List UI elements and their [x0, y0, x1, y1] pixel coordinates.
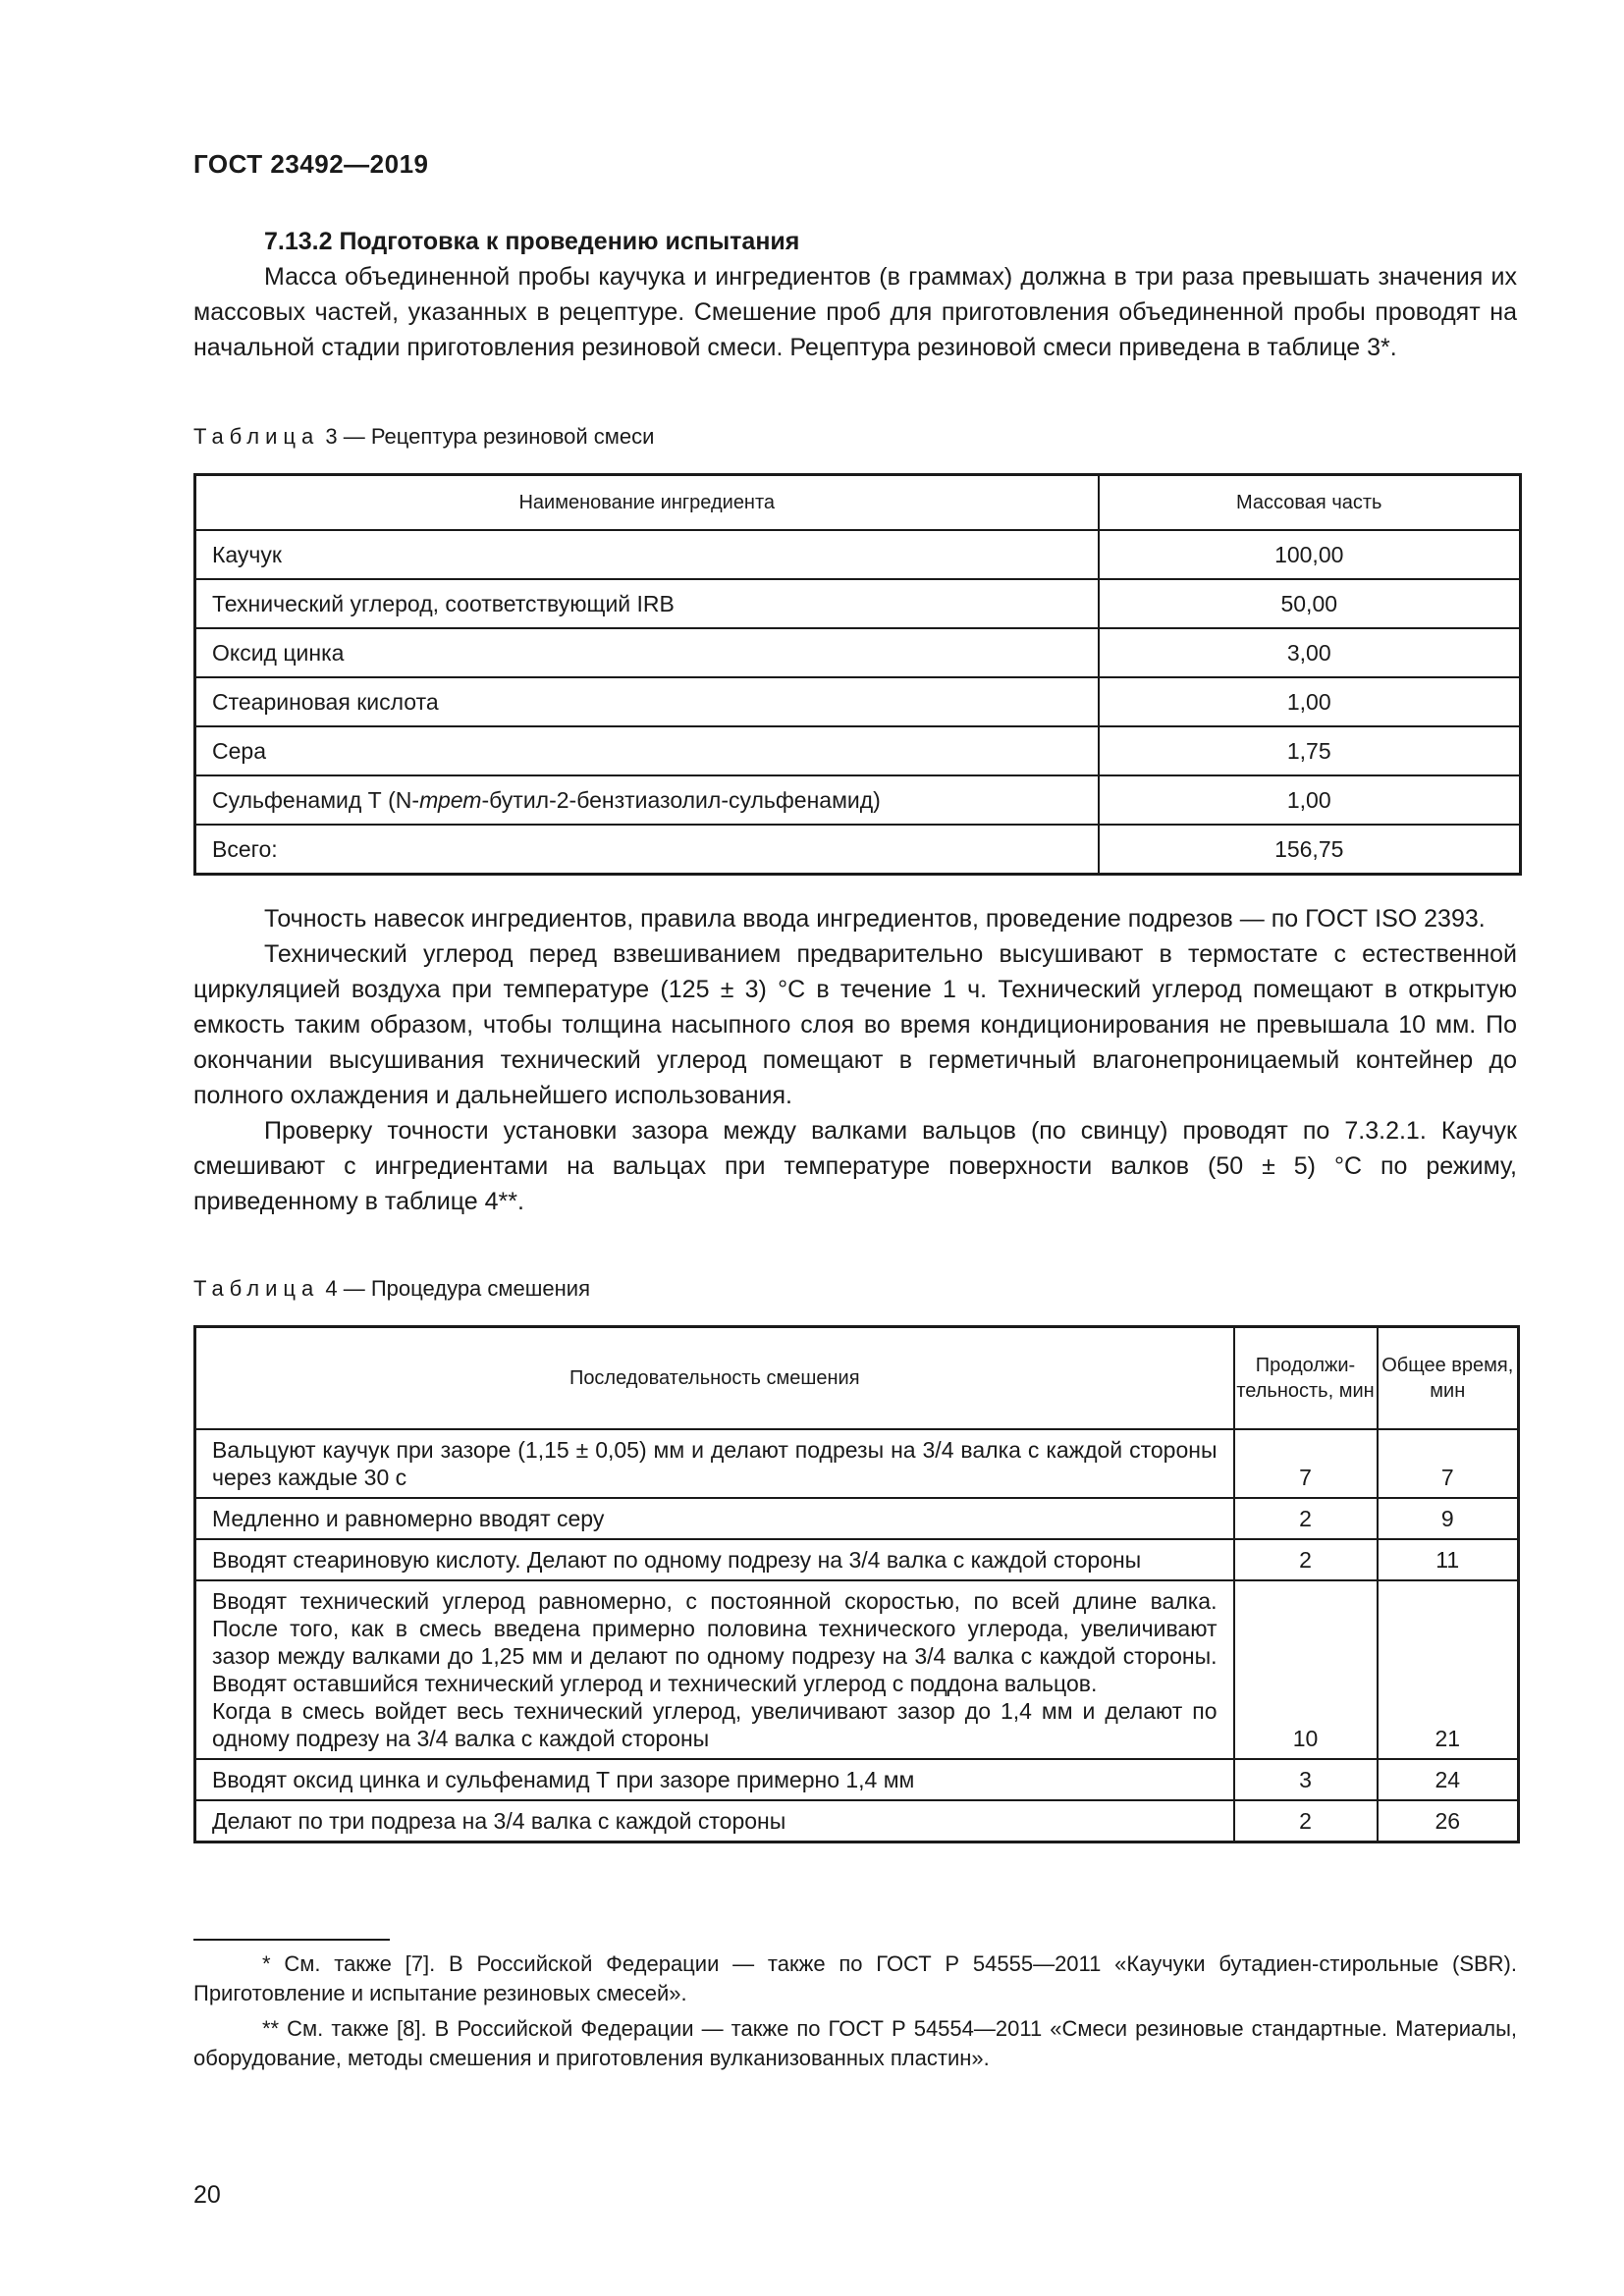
col-header-total: Общее время, мин [1378, 1327, 1519, 1430]
table-row [195, 628, 1521, 677]
table3-caption-title: 3 — Рецептура резиновой смеси [319, 424, 655, 449]
name-prefix: Сульфенамид Т (N- [212, 786, 420, 813]
ingredient-name: Каучук [195, 530, 1099, 579]
table-row [195, 1759, 1519, 1800]
step-total: 21 [1378, 1580, 1519, 1759]
step-description: Делают по три подреза на 3/4 валка с каждой стороны [195, 1800, 1234, 1842]
table-row [195, 1580, 1519, 1759]
step-duration: 2 [1234, 1498, 1378, 1539]
step-description: Медленно и равномерно вводят серу [195, 1498, 1234, 1539]
document-header: ГОСТ 23492—2019 [193, 149, 429, 179]
col-header-duration: Продолжи-тельность, мин [1234, 1327, 1378, 1430]
step-total: 24 [1378, 1759, 1519, 1800]
ingredient-mass: 1,00 [1099, 775, 1521, 825]
step-total: 11 [1378, 1539, 1519, 1580]
ingredient-mass: 50,00 [1099, 579, 1521, 628]
section-heading: 7.13.2 Подготовка к проведению испытания [264, 228, 800, 255]
table-row [195, 530, 1521, 579]
ingredient-name: Стеариновая кислота [195, 677, 1099, 726]
col-header-sequence: Последовательность смешения [195, 1327, 1234, 1430]
step-duration: 3 [1234, 1759, 1378, 1800]
table-row [195, 726, 1521, 775]
footnotes [193, 1949, 1517, 2079]
table3-caption [193, 424, 654, 450]
step-description: Вальцуют каучук при зазоре (1,15 ± 0,05) мм и делают подрезы на 3/4 валка с каждой стороны через каждые 30 с [195, 1429, 1234, 1498]
body-text [193, 901, 1517, 1219]
step-duration: 2 [1234, 1539, 1378, 1580]
name-suffix: -бутил-2-бензтиазолил-сульфенамид) [481, 786, 881, 813]
body-paragraph: Технический углерод перед взвешиванием предварительно высушивают в термостате с естественной циркуляцией воздуха при температуре (125 ± 3) °С в течение 1 ч. Технический углерод помещают в открытую емкость таким образом, чтобы толщина насыпного слоя во время кондиционирования не превышала 10 мм. По окончании высушивания технический углерод помещают в герметичный влагонепроницаемый контейнер до полного охлаждения и дальнейшего использования. [193, 940, 1517, 1109]
table4-caption [193, 1276, 590, 1302]
footnote-divider [193, 1939, 390, 1941]
step-description [195, 1580, 1234, 1759]
name-italic: трет [419, 786, 482, 813]
ingredient-mass: 100,00 [1099, 530, 1521, 579]
table-row [195, 1498, 1519, 1539]
step-description: Вводят оксид цинка и сульфенамид Т при зазоре примерно 1,4 мм [195, 1759, 1234, 1800]
step-total: 7 [1378, 1429, 1519, 1498]
footnote-1: * См. также [7]. В Российской Федерации — также по ГОСТ Р 54555—2011 «Каучуки бутадиен-стирольные (SBR). Приготовление и испытание резиновых смесей». [193, 1951, 1517, 2005]
step-description: Вводят стеариновую кислоту. Делают по одному подрезу на 3/4 валка с каждой стороны [195, 1539, 1234, 1580]
ingredient-name [195, 775, 1099, 825]
ingredient-name: Сера [195, 726, 1099, 775]
table-row-total [195, 825, 1521, 875]
section-intro [193, 224, 1517, 365]
ingredient-mass: 1,75 [1099, 726, 1521, 775]
step-duration: 2 [1234, 1800, 1378, 1842]
table-row [195, 579, 1521, 628]
table4-caption-word: Таблица [193, 1276, 320, 1301]
ingredient-mass: 156,75 [1099, 825, 1521, 875]
step-text: Вводят технический углерод равномерно, с постоянной скоростью, по всей длине валка. После того, как в смесь введена примерно половина технического углерода, увеличивают зазор между валками до 1,25 мм и делают по одному подрезу на 3/4 валка с каждой стороны. Вводят оставшийся технический углерод и технический углерод с поддона вальцов. [212, 1588, 1218, 1696]
mixing-procedure-table [193, 1325, 1520, 1843]
table-row [195, 677, 1521, 726]
table3-caption-word: Таблица [193, 424, 320, 449]
ingredient-mass: 1,00 [1099, 677, 1521, 726]
col-header-ingredient: Наименование ингредиента [195, 475, 1099, 531]
step-duration: 7 [1234, 1429, 1378, 1498]
table-row [195, 775, 1521, 825]
table4-caption-title: 4 — Процедура смешения [319, 1276, 590, 1301]
step-total: 9 [1378, 1498, 1519, 1539]
recipe-table [193, 473, 1522, 876]
table-row [195, 1539, 1519, 1580]
page-number: 20 [193, 2181, 221, 2209]
table-header-row [195, 475, 1521, 531]
step-duration: 10 [1234, 1580, 1378, 1759]
ingredient-name: Оксид цинка [195, 628, 1099, 677]
footnote-2: ** См. также [8]. В Российской Федерации — также по ГОСТ Р 54554—2011 «Смеси резиновые стандартные. Материалы, оборудование, методы смешения и приготовления вулканизованных пластин». [193, 2016, 1517, 2070]
ingredient-mass: 3,00 [1099, 628, 1521, 677]
body-paragraph: Проверку точности установки зазора между валками вальцов (по свинцу) проводят по 7.3.2.1. Каучук смешивают с ингредиентами на вальцах при температуре поверхности валков (50 ± 5) °С по режиму, приведенному в таблице 4**. [193, 1117, 1517, 1215]
body-paragraph: Точность навесок ингредиентов, правила ввода ингредиентов, проведение подрезов — по ГОСТ ISO 2393. [264, 905, 1486, 933]
step-total: 26 [1378, 1800, 1519, 1842]
step-text-continued: Когда в смесь войдет весь технический углерод, увеличивают зазор до 1,4 мм и делают по одному подрезу на 3/4 валка с каждой стороны [212, 1698, 1218, 1751]
table-header-row [195, 1327, 1519, 1430]
ingredient-name: Всего: [195, 825, 1099, 875]
col-header-mass: Массовая часть [1099, 475, 1521, 531]
table-row [195, 1800, 1519, 1842]
ingredient-name: Технический углерод, соответствующий IRB [195, 579, 1099, 628]
table-row [195, 1429, 1519, 1498]
intro-paragraph: Масса объединенной пробы каучука и ингредиентов (в граммах) должна в три раза превышать значения их массовых частей, указанных в рецептуре. Смешение проб для приготовления объединенной пробы проводят на начальной стадии приготовления резиновой смеси. Рецептура резиновой смеси приведена в таблице 3*. [193, 263, 1517, 361]
